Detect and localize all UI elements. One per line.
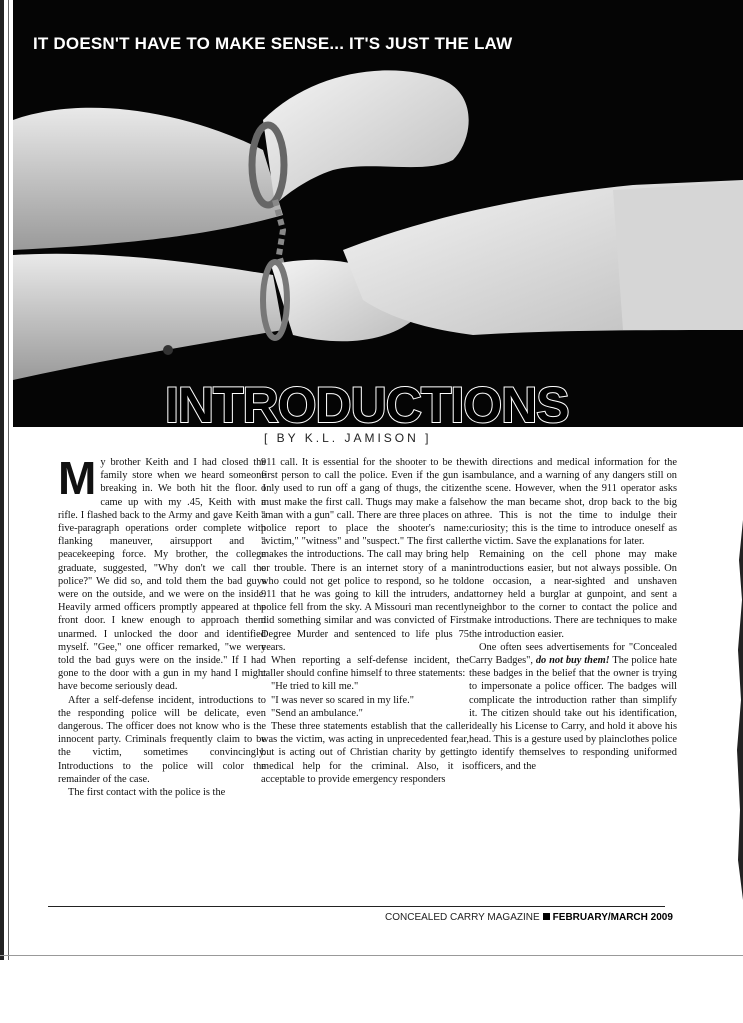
paragraph: Remaining on the cell phone may make introductions easier, but not always possible. On one occasion, a near-sighted and unshaven attorney held a burglar at gunpoint, and sent a neighbor to the corner to contact the police and make introductions. There are techniques to make the introduction easier. xyxy=(469,549,677,640)
article-column-1 xyxy=(58,452,266,799)
paragraph-text: The police hate these badges in the belief that the owner is trying to impersonate a police officer. The badges will complicate the introduction rather than simplify it. The citizen should take out his identification, ideally his License to Carry, and hold it above his head. This is a gesture used by plainclothes police to identify themselves to responding uniformed officers, and the xyxy=(469,655,677,772)
paragraph xyxy=(469,641,677,773)
torn-edge-icon xyxy=(736,520,743,900)
quote-line: "Send an ambulance." xyxy=(271,707,363,719)
paragraph: y brother Keith and I had closed the family store when we heard someone breaking in. We both hit the floor. I came up with my .45, Keith with a rifle. I flashed back to the Army and gave Keith a five-paragraph operations order complete with flanking maneuver, airsupport and a peacekeeping force. My brother, the college graduate, suggested, "Why don't we call the police?" We did so, and told them the bad guys were on the outside, and we were on the inside. Heavily armed officers promptly appeared at the front door. I knew enough to approach them unarmed. I unlocked the door and identified myself. "Gee," one officer remarked, "we were told the bad guys were on the inside." If I had gone to the door with a gun in my hand I might have become seriously dead. xyxy=(58,457,266,693)
article-byline: [ BY K.L. JAMISON ] xyxy=(264,431,432,445)
article-kicker: IT DOESN'T HAVE TO MAKE SENSE... IT'S JUST THE LAW xyxy=(33,34,513,53)
paragraph: After a self-defense incident, introductions to the responding police will be delicate, even dangerous. The officer does not know who is the innocent party. Criminals frequently claim to be the victim, sometimes convincingly. Introductions to the police will color the remainder of the case. xyxy=(58,694,266,785)
paragraph: The first contact with the police is the xyxy=(68,787,226,799)
hero-photo xyxy=(13,0,743,427)
quote-line: "He tried to kill me." xyxy=(271,681,359,693)
footer-rule xyxy=(48,906,665,907)
paragraph: 911 call. It is essential for the shooter to be the first person to call the police. Even if the gun is only used to run off a gang of thugs, the citizen must make the first call. Thugs may make a false "man with a gun" call. There are three places on a police report to place the shooter's name: "victim," "witness" and "suspect." The first caller makes the introductions. The call may bring help or trouble. There is an internet story of a man who could not get police to respond, so he told 911 that he was going to kill the intruders, and police fell from the sky. A Missouri man recently did something similar and was convicted of First Degree Murder and sentenced to life plus 75 years. xyxy=(261,457,469,653)
page-footer xyxy=(385,912,673,923)
emphasis-text: do not buy them! xyxy=(535,655,610,667)
article-column-3 xyxy=(469,456,677,773)
paragraph: When reporting a self-defense incident, the caller should confine himself to three statements: xyxy=(261,655,469,680)
quote-line: "I was never so scared in my life." xyxy=(271,694,414,706)
paragraph: These three statements establish that the caller was the victim, was acting in unprecedented fear, but is acting out of Christian charity by getting medical help for the criminal. Also, it is acceptable to provide emergency responders xyxy=(261,721,469,785)
article-title: INTRODUCTIONS xyxy=(165,377,569,433)
page-edge-shadow xyxy=(0,0,4,960)
page-bottom-edge xyxy=(0,955,743,956)
drop-cap: M xyxy=(58,452,97,504)
issue-date: FEBRUARY/MARCH 2009 xyxy=(552,912,673,923)
publication-name: CONCEALED CARRY MAGAZINE xyxy=(385,912,540,923)
paragraph-text: One often sees advertisements for "Concealed Carry Badges", xyxy=(469,641,677,667)
article-column-2 xyxy=(261,456,469,786)
handcuffed-handshake-photo-icon xyxy=(13,0,743,427)
square-bullet-icon xyxy=(543,913,550,920)
page-edge-line xyxy=(8,0,9,960)
paragraph: with directions and medical information for the ambulance, and a warning of any dangers still on the scene. However, when the 911 operator asks how the man became shot, drop back to the big three. This is not the time to indulge their curiosity; this is the time to introduce oneself as the victim. Save the explanations for later. xyxy=(469,457,677,548)
